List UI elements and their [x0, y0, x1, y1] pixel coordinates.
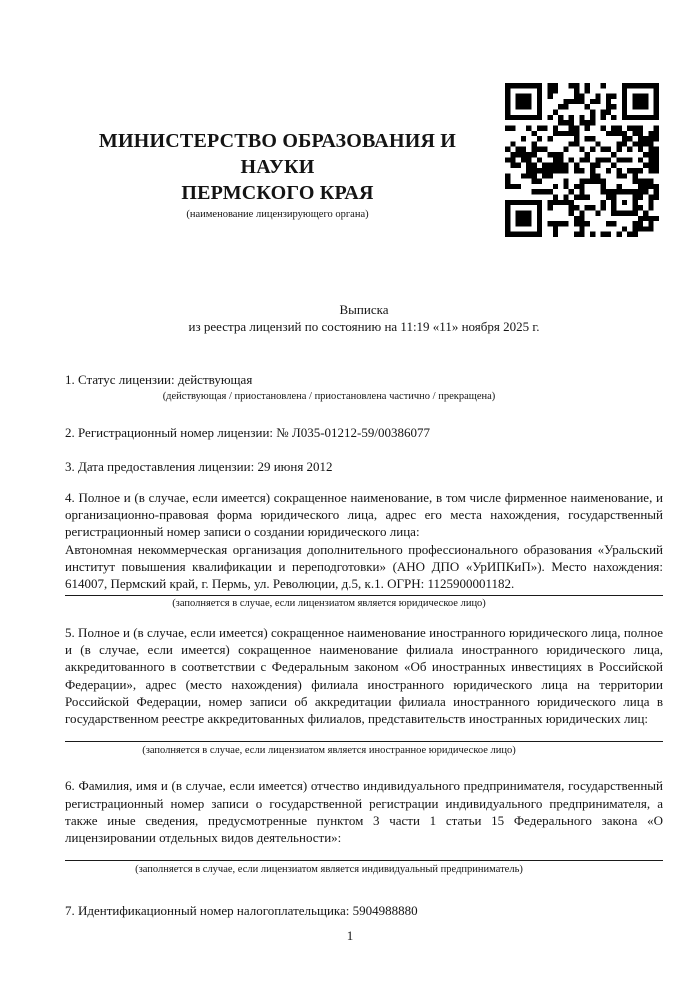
ministry-name — [65, 128, 490, 206]
entrepreneur-question: 6. Фамилия, имя и (в случае, если имеется) отчество индивидуального предпринимателя, государственный регистрационный номер записи о государственной регистрации индивидуального предпринимателя, а также иные сведения, предусмотренные пунктом 3 части 1 статьи 15 Федерального закона «О лицензировании отдельных видов деятельности»: — [65, 778, 663, 846]
legal-entity-question: 4. Полное и (в случае, если имеется) сокращенное наименование, в том числе фирменное наименование, и организационно-правовая форма юридического лица, адрес его места нахождения, государственный регистрационный номер записи о создании юридического лица: — [65, 489, 663, 540]
legal-entity-answer: Автономная некоммерческая организация дополнительного профессионального образования «Уральский институт повышения квалификации и переподготовки» (АНО ДПО «УрИПКиП»). Место нахождения: 614007, Пермский край, г. Пермь, ул. Революции, д.5, к.1. ОГРН: 1125900001182. — [65, 541, 663, 592]
license-status-item: 1. Статус лицензии: действующая — [65, 372, 253, 387]
document-title — [65, 301, 663, 336]
licensing-authority-header — [65, 128, 490, 221]
licensing-authority-caption: (наименование лицензирующего органа) — [186, 209, 369, 220]
foreign-entity-separator-line — [65, 741, 663, 742]
grant-date-item: 3. Дата предоставления лицензии: 29 июня 2012 — [65, 458, 333, 474]
document-body — [65, 365, 663, 919]
qr-code-container — [505, 83, 659, 237]
entrepreneur-separator-line — [65, 860, 663, 861]
ministry-name-line2: ПЕРМСКОГО КРАЯ — [181, 182, 374, 204]
license-status-options-caption: (действующая / приостановлена / приостановлена частично / прекращена) — [162, 391, 496, 403]
taxpayer-number-item: 7. Идентификационный номер налогоплательщика: 5904988880 — [65, 902, 418, 918]
registration-number-item: 2. Регистрационный номер лицензии: № Л035-01212-59/00386077 — [65, 425, 431, 441]
legal-entity-caption: (заполняется в случае, если лицензиатом является юридическое лицо) — [172, 597, 486, 609]
qr-code — [505, 83, 659, 237]
legal-entity-separator-line — [65, 595, 663, 596]
document-title-line1: Выписка — [339, 302, 389, 317]
foreign-entity-caption: (заполняется в случае, если лицензиатом является иностранное юридическое лицо) — [142, 745, 516, 757]
foreign-entity-question: 5. Полное и (в случае, если имеется) сокращенное наименование иностранного юридического лица, полное и (в случае, если имеется) сокращенное наименование филиала иностранного юридического лица, аккредитованного в соответствии с Федеральным законом «Об иностранных инвестициях в Российской Федерации», адрес (место нахождения) филиала иностранного юридического лица на территории Российской Федерации, номер записи об аккредитации филиала иностранного юридического лица в государственном реестре аккредитованных филиалов, представительств иностранных юридических лиц: — [65, 624, 663, 727]
document-title-line2: из реестра лицензий по состоянию на 11:19 «11» ноября 2025 г. — [188, 319, 540, 335]
page-number: 1 — [346, 928, 354, 943]
entrepreneur-caption: (заполняется в случае, если лицензиатом является индивидуальный предприниматель) — [135, 863, 523, 875]
ministry-name-line1: МИНИСТЕРСТВО ОБРАЗОВАНИЯ И НАУКИ — [98, 130, 457, 178]
